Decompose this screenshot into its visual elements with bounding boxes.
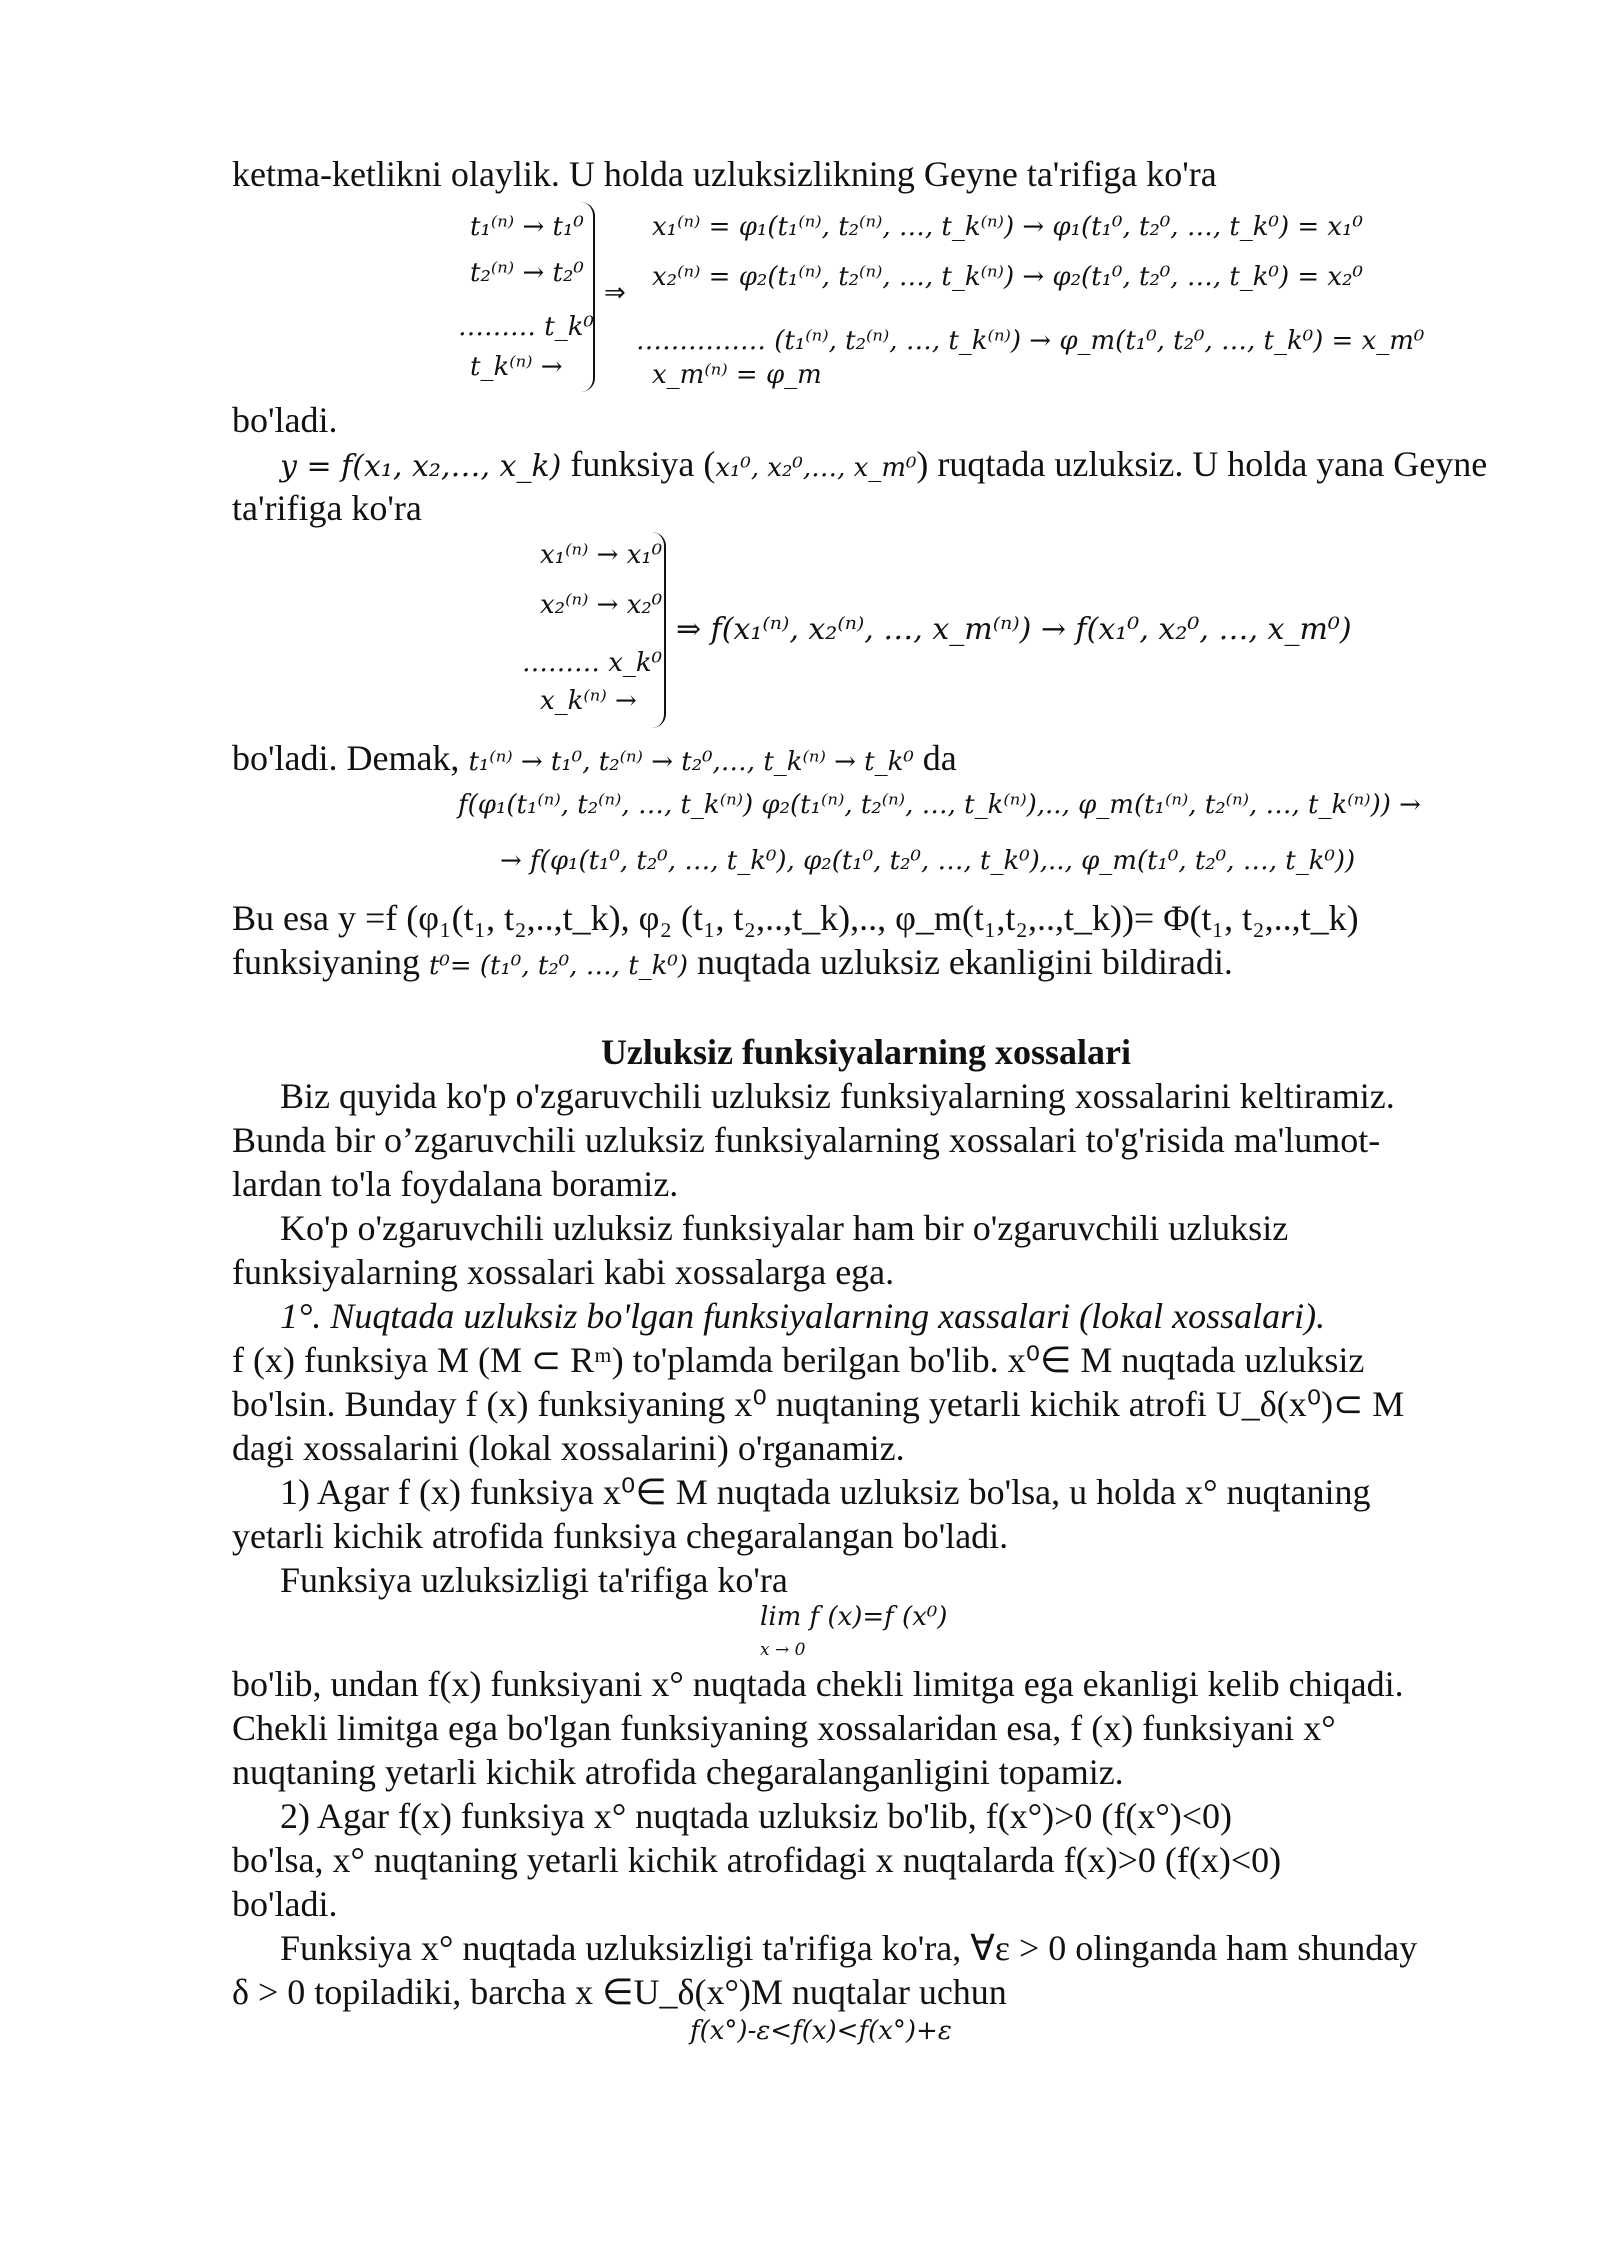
text-inline: ) ruqtada uzluksiz. U holda yana Geyne <box>916 444 1488 484</box>
math-line: x₁⁽ⁿ⁾ = φ₁(t₁⁽ⁿ⁾, t₂⁽ⁿ⁾, …, t_k⁽ⁿ⁾) → φ₁(t₁⁰, t₂⁰, …, t_k⁰) = x₁⁰ <box>652 212 1363 242</box>
math-line: x_m⁽ⁿ⁾ = φ_m <box>652 360 822 390</box>
paragraph-line <box>280 442 1487 490</box>
paragraph-line: nuqtaning yetarli kichik atrofida chegaralanganligini topamiz. <box>232 1752 1124 1792</box>
right-brace <box>575 202 595 392</box>
implies-symbol: ⇒ <box>604 278 626 308</box>
text-inline: funksiya ( <box>561 444 716 484</box>
paragraph-line: ta'rifiga ko'ra <box>232 488 422 528</box>
paragraph-line: f (x) funksiya M (M ⊂ Rᵐ) to'plamda berilgan bo'lib. x⁰∈ M nuqtada uzluksiz <box>232 1340 1365 1380</box>
text-inline: da <box>913 738 957 778</box>
math-line: t₁⁽ⁿ⁾ → t₁⁰ <box>470 212 584 242</box>
paragraph-line: Funksiya x° nuqtada uzluksizligi ta'rifiga ko'ra, ∀ε > 0 olinganda ham shunday <box>280 1928 1418 1968</box>
paragraph-line: Biz quyida ko'p o'zgaruvchili uzluksiz funksiyalarning xossalarini keltiramiz. <box>280 1076 1395 1116</box>
math-line: …………… (t₁⁽ⁿ⁾, t₂⁽ⁿ⁾, …, t_k⁽ⁿ⁾) → φ_m(t₁⁰, t₂⁰, …, t_k⁰) = x_m⁰ <box>636 326 1425 356</box>
paragraph-line: Bu esa y =f (φ₁(t₁, t₂,..,t_k), φ₂ (t₁, t₂,..,t_k),.., φ_m(t₁,t₂,..,t_k))= Φ(t₁, t₂,..,t_k) <box>232 898 1359 938</box>
limit-subscript: x → 0 <box>760 1640 806 1660</box>
paragraph-line: 2) Agar f(x) funksiya x° nuqtada uzluksiz bo'lib, f(x°)>0 (f(x°)<0) <box>280 1796 1233 1836</box>
paragraph-line: 1) Agar f (x) funksiya x⁰∈ M nuqtada uzluksiz bo'lsa, u holda x° nuqtaning <box>280 1472 1371 1512</box>
math-line: ……… x_k⁰ <box>522 648 663 678</box>
paragraph-line: lardan to'la foydalana boramiz. <box>232 1164 679 1204</box>
paragraph-line: ketma-ketlikni olaylik. U holda uzluksizlikning Geyne ta'rifiga ko'ra <box>232 154 1217 194</box>
math-inline: x₁⁰, x₂⁰,…, x_m⁰ <box>715 453 917 483</box>
math-line: x_k⁽ⁿ⁾ → <box>540 686 637 716</box>
math-inline: y = f(x₁, x₂,…, x_k) <box>280 449 562 484</box>
math-line: x₂⁽ⁿ⁾ → x₂⁰ <box>540 590 663 620</box>
paragraph-line: Chekli limitga ega bo'lgan funksiyaning xossalaridan esa, f (x) funksiyani x° <box>232 1708 1336 1748</box>
math-line: t_k⁽ⁿ⁾ → <box>470 352 563 382</box>
paragraph-line: bo'lsa, x° nuqtaning yetarli kichik atrofidagi x nuqtalarda f(x)>0 (f(x)<0) <box>232 1840 1282 1880</box>
inequality-formula: f(x°)-ε<f(x)<f(x°)+ε <box>690 2016 952 2046</box>
math-inline: t⁰= (t₁⁰, t₂⁰, …, t_k⁰) <box>428 951 688 981</box>
paragraph-line <box>232 940 1233 988</box>
paragraph-line: bo'lib, undan f(x) funksiyani x° nuqtada chekli limitga ega ekanligi kelib chiqadi. <box>232 1664 1404 1704</box>
math-inline: t₁⁽ⁿ⁾ → t₁⁰, t₂⁽ⁿ⁾ → t₂⁰,…, t_k⁽ⁿ⁾ → t_k⁰ <box>468 747 914 777</box>
paragraph-line: Ko'p o'zgaruvchili uzluksiz funksiyalar ham bir o'zgaruvchili uzluksiz <box>280 1208 1289 1248</box>
paragraph-line: bo'ladi. <box>232 400 338 440</box>
paragraph-line: δ > 0 topiladiki, barcha x ∈U_δ(x°)M nuqtalar uchun <box>232 1972 1007 2012</box>
math-line: ⇒ f(x₁⁽ⁿ⁾, x₂⁽ⁿ⁾, …, x_m⁽ⁿ⁾) → f(x₁⁰, x₂⁰, …, x_m⁰) <box>676 612 1352 647</box>
limit-formula: lim f (x)=f (x⁰) <box>760 1602 948 1632</box>
paragraph-line: bo'lsin. Bunday f (x) funksiyaning x⁰ nuqtaning yetarli kichik atrofi U_δ(x⁰)⊂ M <box>232 1384 1405 1424</box>
paragraph-line: yetarli kichik atrofida funksiya chegaralangan bo'ladi. <box>232 1516 1009 1556</box>
text-inline: nuqtada uzluksiz ekanligini bildiradi. <box>688 942 1233 982</box>
paragraph-line: Funksiya uzluksizligi ta'rifiga ko'ra <box>280 1560 788 1600</box>
subsection-title: 1°. Nuqtada uzluksiz bo'lgan funksiyalarning xassalari (lokal xossalari). <box>280 1296 1326 1336</box>
math-line: t₂⁽ⁿ⁾ → t₂⁰ <box>470 258 584 288</box>
math-line: x₂⁽ⁿ⁾ = φ₂(t₁⁽ⁿ⁾, t₂⁽ⁿ⁾, …, t_k⁽ⁿ⁾) → φ₂(t₁⁰, t₂⁰, …, t_k⁰) = x₂⁰ <box>652 262 1363 292</box>
paragraph-line: dagi xossalarini (lokal xossalarini) o'rganamiz. <box>232 1428 905 1468</box>
text-inline: funksiyaning <box>232 942 429 982</box>
math-line: f(φ₁(t₁⁽ⁿ⁾, t₂⁽ⁿ⁾, …, t_k⁽ⁿ⁾) φ₂(t₁⁽ⁿ⁾, t₂⁽ⁿ⁾, …, t_k⁽ⁿ⁾),.., φ_m(t₁⁽ⁿ⁾, t₂⁽ⁿ⁾, …, t_k⁽ⁿ⁾)) → <box>458 790 1421 820</box>
math-line: ……… t_k⁰ <box>458 312 594 342</box>
paragraph-line: funksiyalarning xossalari kabi xossalarga ega. <box>232 1252 895 1292</box>
right-brace <box>646 532 666 728</box>
math-line: → f(φ₁(t₁⁰, t₂⁰, …, t_k⁰), φ₂(t₁⁰, t₂⁰, …, t_k⁰),.., φ_m(t₁⁰, t₂⁰, …, t_k⁰)) <box>500 846 1356 876</box>
section-heading: Uzluksiz funksiyalarning xossalari <box>600 1032 1132 1072</box>
paragraph-line <box>232 736 957 784</box>
paragraph-line: Bunda bir o’zgaruvchili uzluksiz funksiyalarning xossalari to'g'risida ma'lumot- <box>232 1120 1381 1160</box>
math-line: x₁⁽ⁿ⁾ → x₁⁰ <box>540 540 663 570</box>
paragraph-line: bo'ladi. <box>232 1884 338 1924</box>
text-inline: bo'ladi. Demak, <box>232 738 469 778</box>
